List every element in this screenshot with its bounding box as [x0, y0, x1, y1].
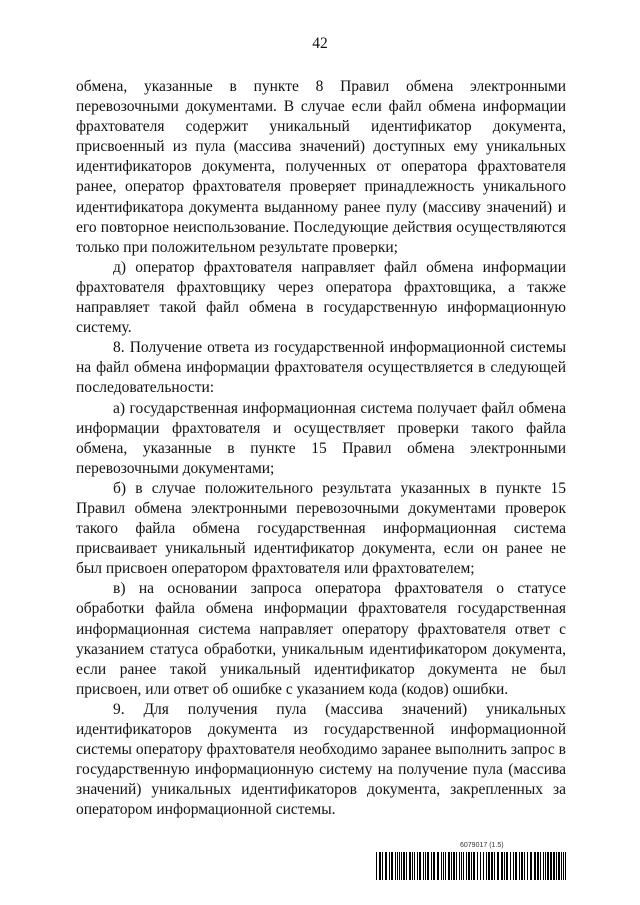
paragraph: 9. Для получения пула (массива значений) уникальных идентификаторов документа из государственной информационной системы оператору фрахтователя необходимо заранее выполнить запрос в государственную информационную систему на получение пула (массива значений) уникальных идентификаторов документа, закрепленных за оператором информационной системы.	[76, 700, 566, 819]
document-code: 6079017 (1.5)	[460, 842, 504, 849]
barcode-icon	[376, 852, 566, 880]
paragraph: д) оператор фрахтователя направляет файл обмена информации фрахтователя фрахтовщику через оператора фрахтовщика, а также направляет такой файл обмена в государственную информационную систему.	[76, 258, 566, 337]
paragraph: обмена, указанные в пункте 8 Правил обмена электронными перевозочными документами. В случае если файл обмена информации фрахтователя содержит уникальный идентификатор документа, присвоенный из пула (массива значений) доступных ему уникальных идентификаторов документа, полученных от оператора фрахтователя ранее, оператор фрахтователя проверяет принадлежность уникального идентификатора документа выданному ранее пулу (массиву значений) и его повторное неиспользование. Последующие действия осуществляются только при положительном результате проверки;	[76, 78, 566, 256]
paragraph: а) государственная информационная система получает файл обмена информации фрахтователя и осуществляет проверки такого файла обмена, указанные в пункте 15 Правил обмена электронными перевозочными документами;	[76, 399, 566, 477]
page-number: 42	[312, 35, 328, 52]
paragraph: в) на основании запроса оператора фрахтователя о статусе обработки файла обмена информации фрахтователя государственная информационная система направляет оператору фрахтователя ответ с указанием статуса обработки, уникальным идентификатором документа, если ранее такой уникальный идентификатор документа не был присвоен, или ответ об ошибке с указанием кода (кодов) ошибки.	[76, 580, 566, 698]
paragraph: 8. Получение ответа из государственной информационной системы на файл обмена информации фрахтователя осуществляется в следующей последовательности:	[76, 339, 566, 397]
paragraph: б) в случае положительного результата указанных в пункте 15 Правил обмена электронными перевозочными документами проверок такого файла обмена государственная информационная система присваивает уникальный идентификатор документа, если он ранее не был присвоен оператором фрахтователя или фрахтователем;	[76, 479, 566, 578]
document-body	[76, 77, 566, 820]
